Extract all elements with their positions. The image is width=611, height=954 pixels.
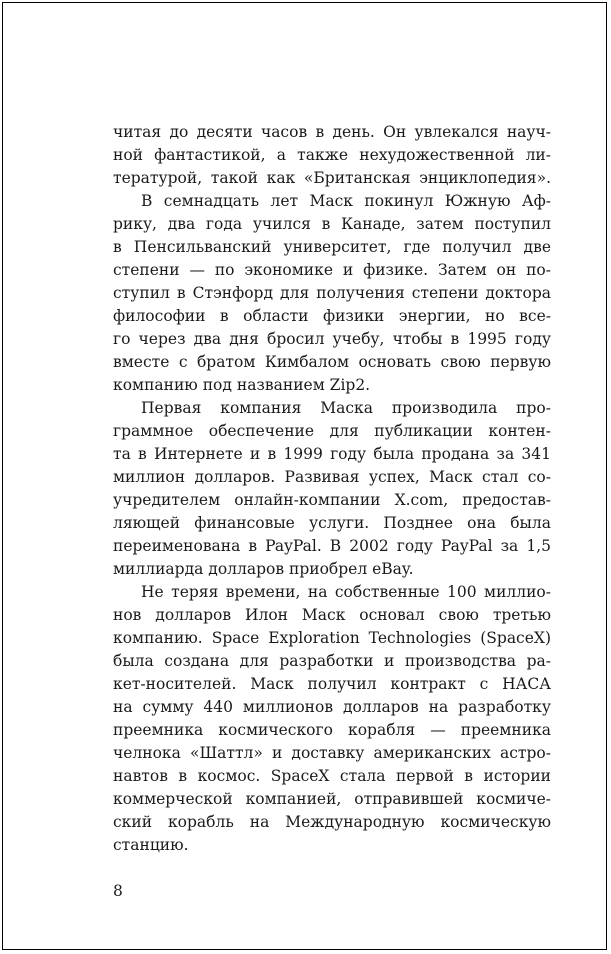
text-line: компанию под названием Zip2. <box>113 376 371 394</box>
text-line: на сумму 440 миллионов долларов на разработку <box>113 698 551 716</box>
text-line: Первая компания Маска производила про- <box>141 399 551 417</box>
text-line: читая до десяти часов в день. Он увлекался науч- <box>113 123 551 141</box>
text-line: станцию. <box>113 836 189 854</box>
text-line: миллиарда долларов приобрел eBay. <box>113 560 414 578</box>
body-text <box>113 121 551 857</box>
text-line: миллион долларов. Развивая успех, Маск стал со- <box>113 468 551 486</box>
text-line: та в Интернете и в 1999 году была продана за 341 <box>113 445 551 463</box>
text-line: навтов в космос. SpaceX стала первой в истории <box>113 767 551 785</box>
text-line: граммное обеспечение для публикации контен- <box>113 422 551 440</box>
text-line: го через два дня бросил учебу, чтобы в 1995 году <box>113 330 551 348</box>
text-line: вместе с братом Кимбалом основать свою первую <box>113 353 551 371</box>
text-line: ступил в Стэнфорд для получения степени доктора <box>113 284 551 302</box>
text-line: философии в области физики энергии, но все- <box>113 307 551 325</box>
text-line: преемника космического корабля — преемника <box>113 721 551 739</box>
text-line: Не теряя времени, на собственные 100 миллио- <box>141 583 551 601</box>
text-line: степени — по экономике и физике. Затем он по- <box>113 261 551 279</box>
text-line: челнока «Шаттл» и доставку американских астро- <box>113 744 551 762</box>
text-line: переименована в PayPal. В 2002 году PayPal за 1,5 <box>113 537 551 555</box>
text-line: тературой, такой как «Британская энциклопедия». <box>113 169 551 187</box>
text-line: ной фантастикой, а также нехудожественной ли- <box>113 146 551 164</box>
text-line: компанию. Space Exploration Technologies (SpaceX) <box>113 629 551 647</box>
text-line: ляющей финансовые услуги. Позднее она была <box>113 514 551 532</box>
text-line: ский корабль на Международную космическую <box>113 813 551 831</box>
text-line: учредителем онлайн-компании X.com, предостав- <box>113 491 551 509</box>
text-line: была создана для разработки и производства ра- <box>113 652 551 670</box>
text-line: коммерческой компанией, отправившей космиче- <box>113 790 551 808</box>
page-number: 8 <box>113 882 123 900</box>
text-line: кет-носителей. Маск получил контракт с НАСА <box>113 675 551 693</box>
text-line: рику, два года учился в Канаде, затем поступил <box>113 215 551 233</box>
text-line: В семнадцать лет Маск покинул Южную Аф- <box>141 192 551 210</box>
text-line: в Пенсильванский университет, где получил две <box>113 238 551 256</box>
text-line: нов долларов Илон Маск основал свою третью <box>113 606 551 624</box>
